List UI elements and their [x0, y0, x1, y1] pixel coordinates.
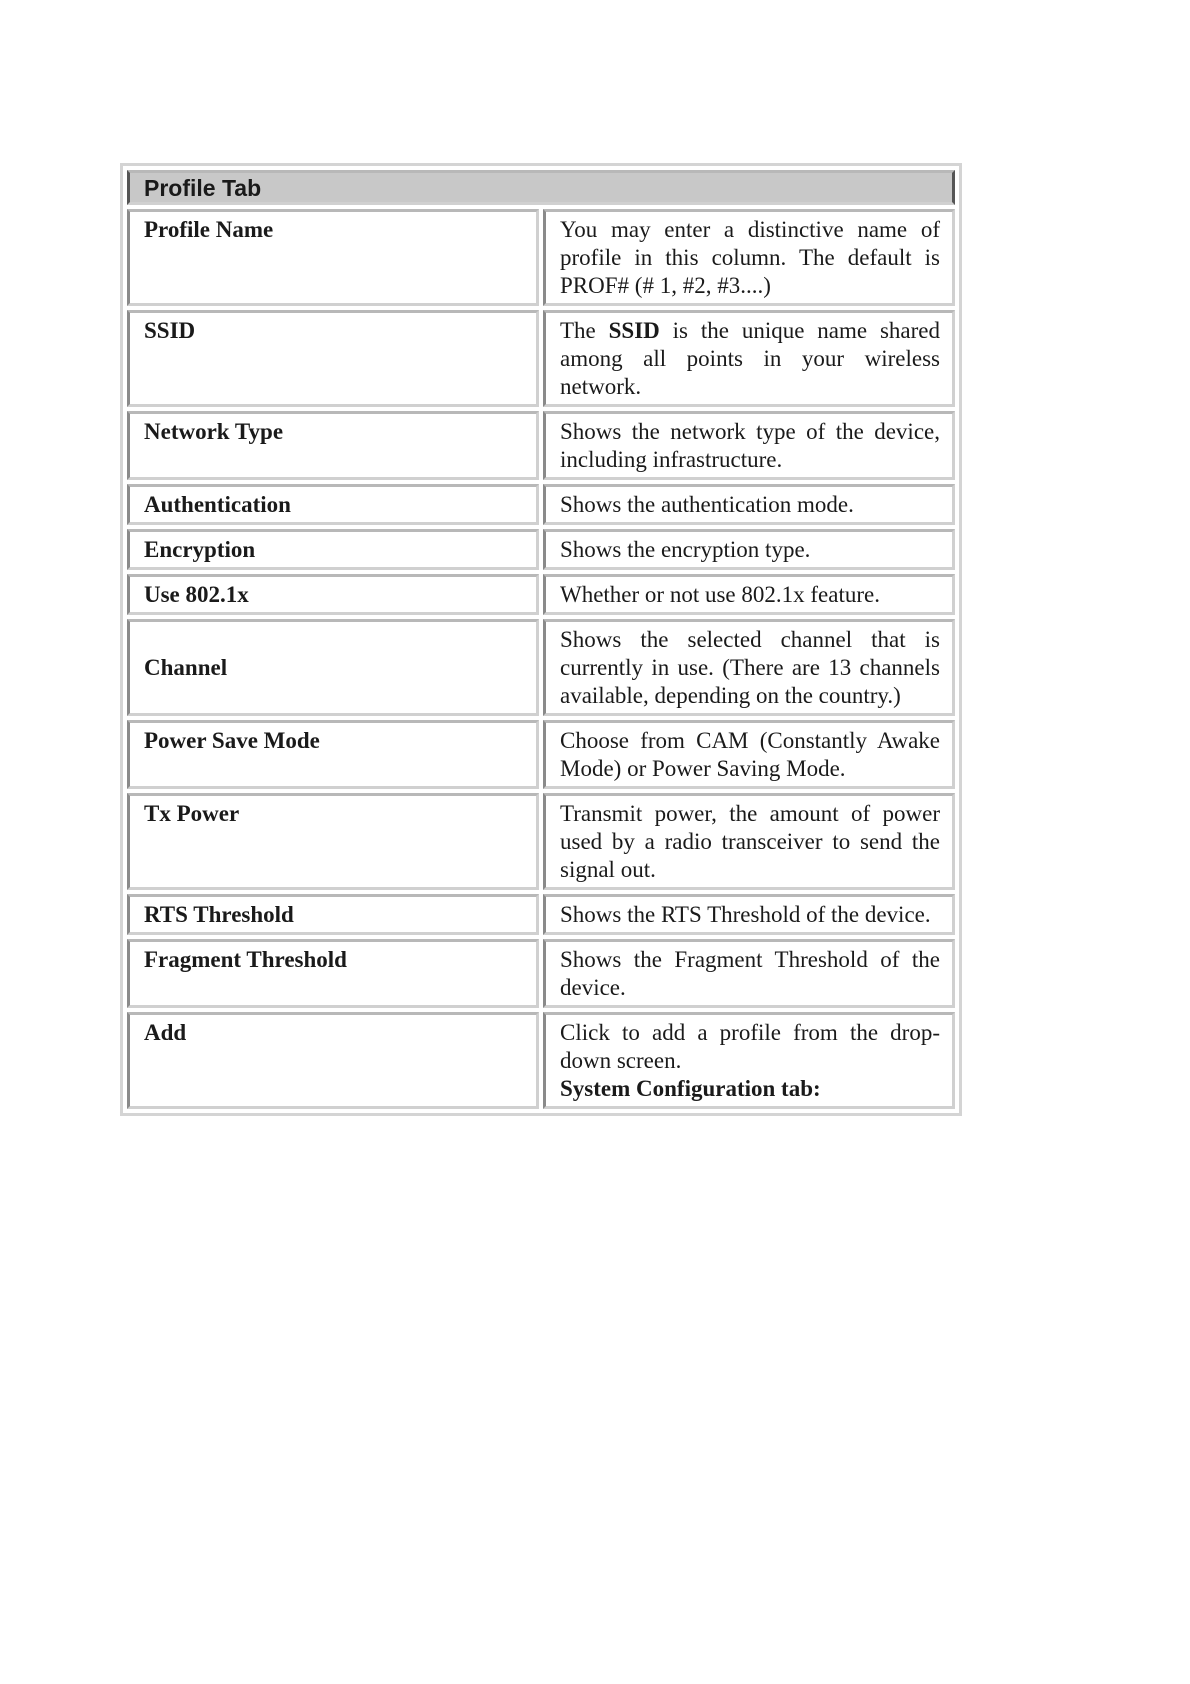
table-row — [127, 894, 955, 935]
row-label: Fragment Threshold — [127, 939, 539, 1008]
row-label: Power Save Mode — [127, 720, 539, 789]
desc-text: The — [560, 318, 609, 343]
row-label: SSID — [127, 310, 539, 407]
row-description: Shows the network type of the device, including infrastructure. — [543, 411, 955, 480]
table-row — [127, 310, 955, 407]
table-row — [127, 574, 955, 615]
row-label: Add — [127, 1012, 539, 1109]
row-label: Network Type — [127, 411, 539, 480]
row-label: Use 802.1x — [127, 574, 539, 615]
row-label: Channel — [127, 619, 539, 716]
row-description: Whether or not use 802.1x feature. — [543, 574, 955, 615]
table-row — [127, 720, 955, 789]
row-description — [543, 310, 955, 407]
row-label: Profile Name — [127, 209, 539, 306]
row-description: You may enter a distinctive name of profile in this column. The default is PROF# (# 1, #2, #3....) — [543, 209, 955, 306]
row-description: Choose from CAM (Constantly Awake Mode) or Power Saving Mode. — [543, 720, 955, 789]
row-description: Transmit power, the amount of power used by a radio transceiver to send the signal out. — [543, 793, 955, 890]
row-description: Shows the selected channel that is currently in use. (There are 13 channels available, depending on the country.) — [543, 619, 955, 716]
desc-text: is the unique name shared among all points in your wireless network. — [560, 318, 940, 399]
row-description: Shows the RTS Threshold of the device. — [543, 894, 955, 935]
table-header-row — [127, 170, 955, 205]
row-description: Shows the authentication mode. — [543, 484, 955, 525]
row-label: Authentication — [127, 484, 539, 525]
table-row — [127, 619, 955, 716]
table-row — [127, 529, 955, 570]
table-row — [127, 484, 955, 525]
table-row — [127, 209, 955, 306]
profile-tab-table — [120, 163, 962, 1116]
desc-emphasis: System Configuration tab: — [560, 1076, 821, 1101]
row-label: Tx Power — [127, 793, 539, 890]
row-description: Shows the Fragment Threshold of the device. — [543, 939, 955, 1008]
table-row — [127, 1012, 955, 1109]
table-row — [127, 411, 955, 480]
desc-text: Click to add a profile from the drop-down screen. — [560, 1020, 940, 1073]
row-description: Shows the encryption type. — [543, 529, 955, 570]
row-description — [543, 1012, 955, 1109]
row-label: Encryption — [127, 529, 539, 570]
row-label: RTS Threshold — [127, 894, 539, 935]
table-row — [127, 793, 955, 890]
table-row — [127, 939, 955, 1008]
desc-emphasis: SSID — [608, 318, 660, 343]
table-title: Profile Tab — [127, 170, 955, 205]
